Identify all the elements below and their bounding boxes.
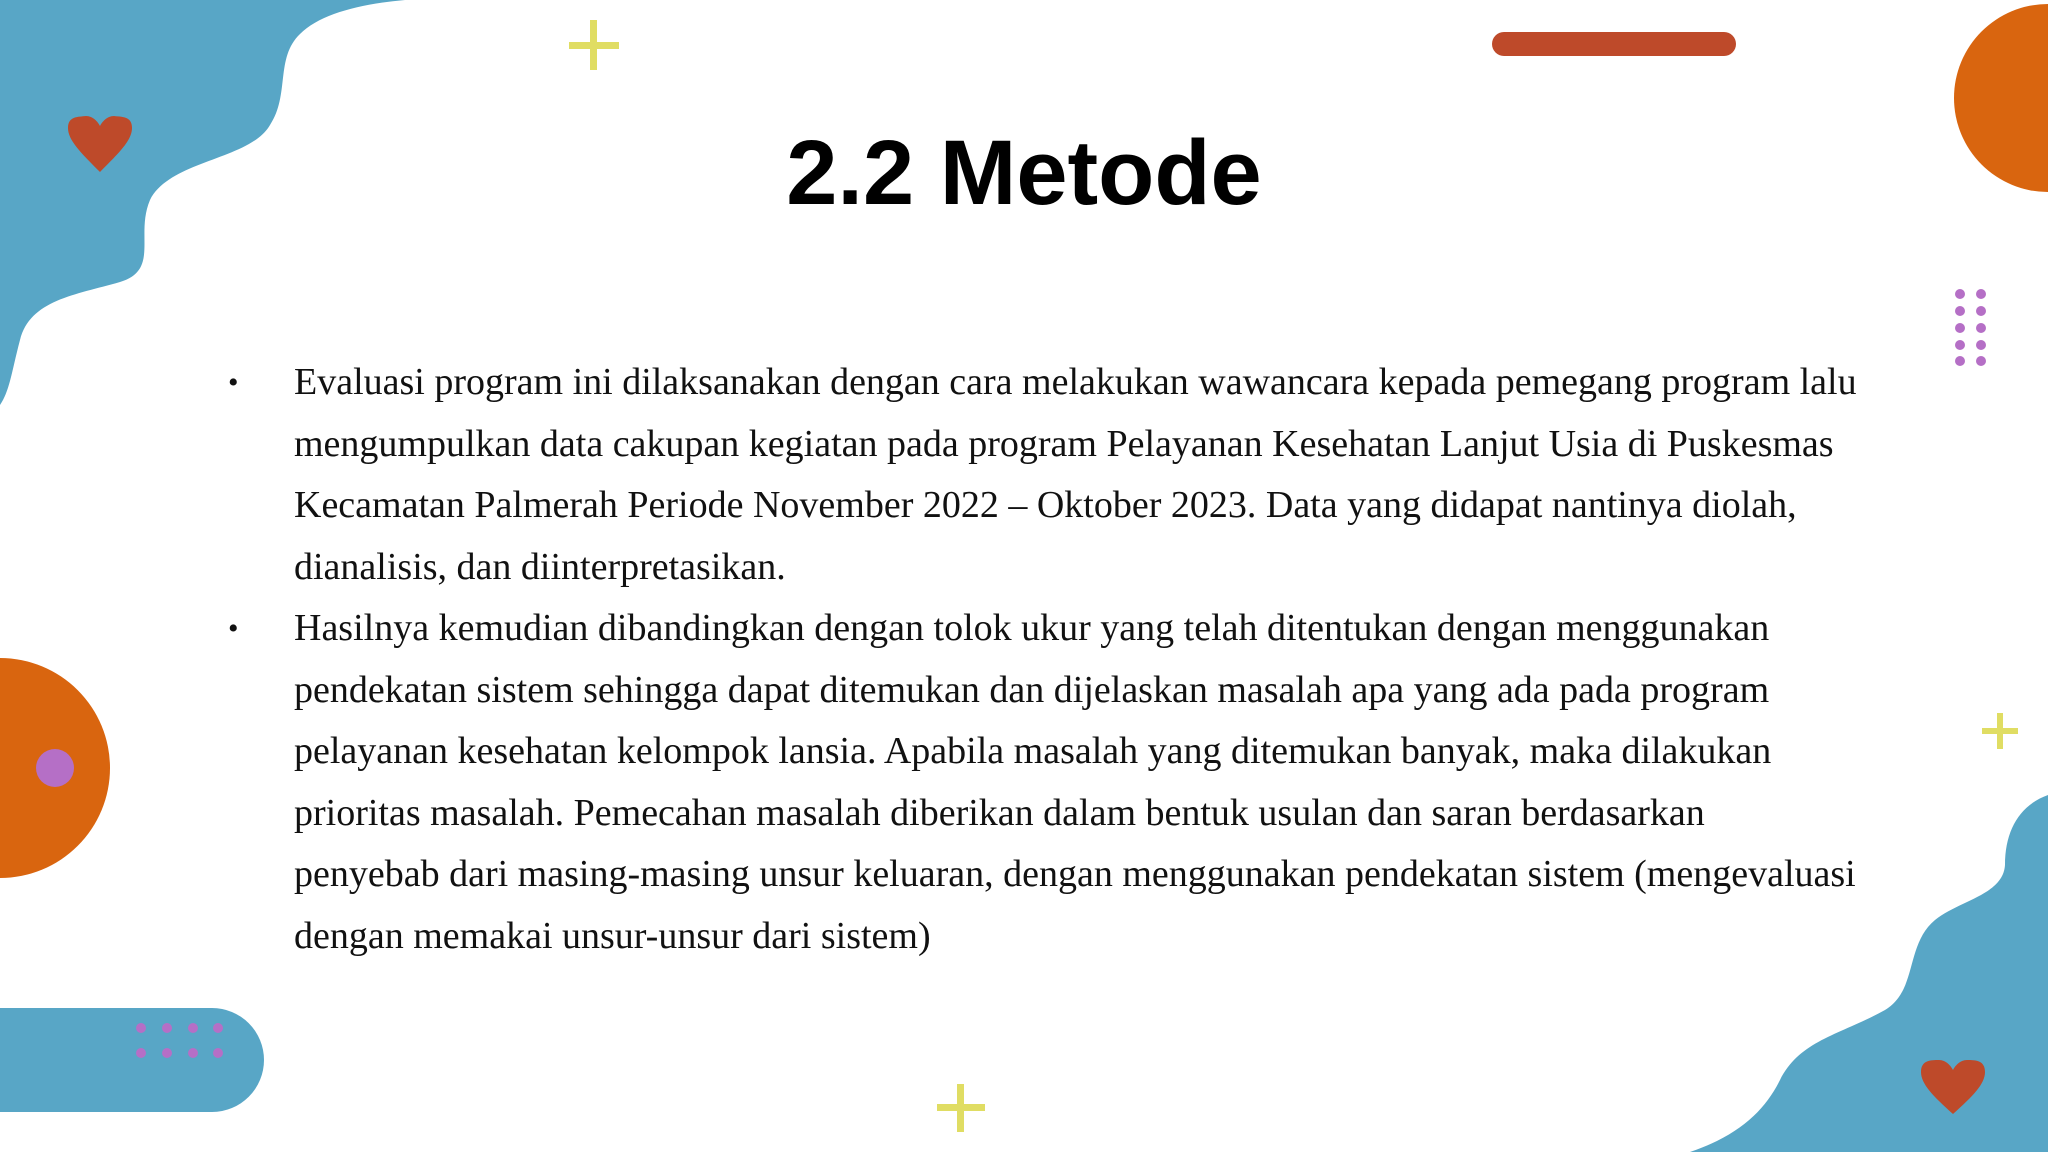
- bottom-left-blob: [0, 1008, 264, 1112]
- dot-grid: [1955, 289, 1986, 366]
- top-pill: [1492, 32, 1736, 56]
- bullet-list: [218, 352, 1858, 967]
- bullet-marker: •: [228, 366, 239, 399]
- bullet-item: [218, 352, 1858, 598]
- bullet-text: Evaluasi program ini dilaksanakan dengan cara melakukan wawancara kepada pemegang program lalu mengumpulkan data cakupan kegiatan pada program Pelayanan Kesehatan Lanjut Usia di Puskesmas Kecamatan Palmerah Periode November 2022 – Oktober 2023. Data yang didapat nantinya diolah, dianalisis, dan diinterpretasikan.: [294, 361, 1857, 588]
- bullet-text: Hasilnya kemudian dibandingkan dengan tolok ukur yang telah ditentukan dengan menggunakan pendekatan sistem sehingga dapat ditemukan dan dijelaskan masalah apa yang ada pada program pelayanan kesehatan kelompok lansia. Apabila masalah yang ditemukan banyak, maka dilakukan prioritas masalah. Pemecahan masalah diberikan dalam bentuk usulan dan saran berdasarkan penyebab dari masing-masing unsur keluaran, dengan menggunakan pendekatan sistem (mengevaluasi dengan memakai unsur-unsur dari sistem): [294, 607, 1856, 957]
- plus-icon: [569, 20, 619, 70]
- left-circle-dot: [36, 749, 74, 787]
- bullet-item: [218, 598, 1858, 967]
- bullet-marker: •: [228, 612, 239, 645]
- slide-title: 2.2 Metode: [786, 122, 1262, 224]
- plus-icon: [1982, 713, 2018, 749]
- plus-icon: [937, 1084, 985, 1132]
